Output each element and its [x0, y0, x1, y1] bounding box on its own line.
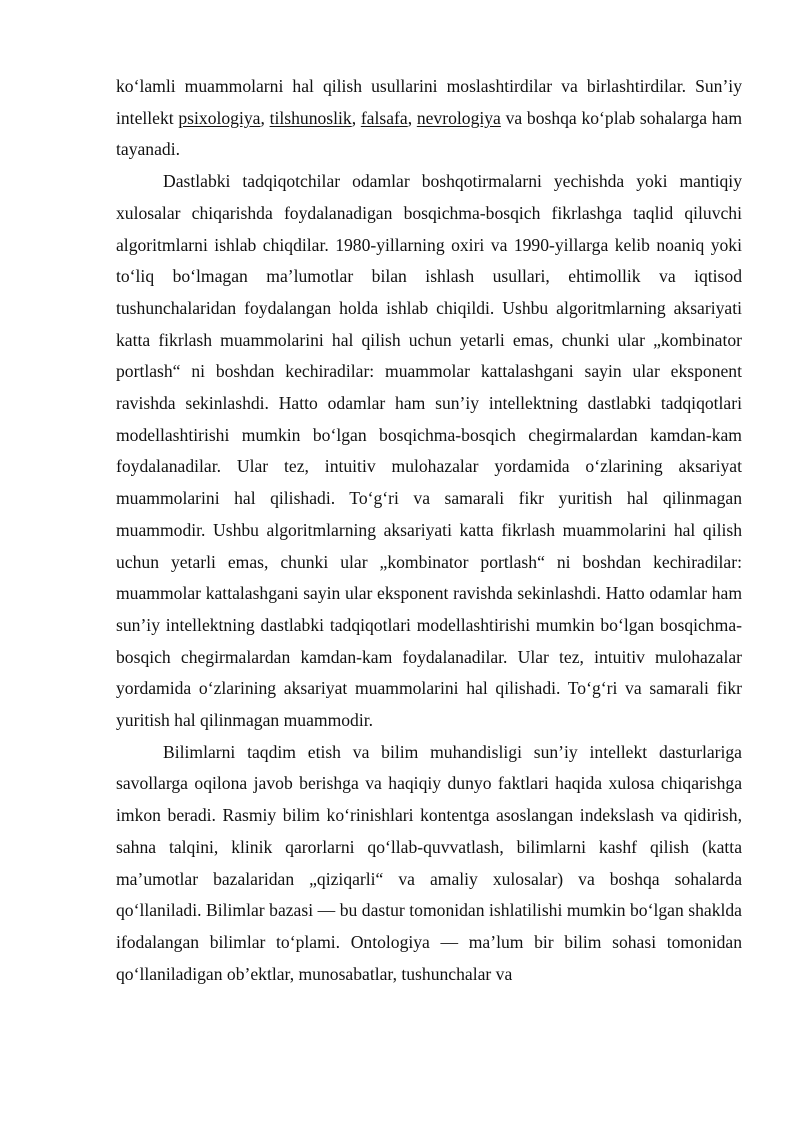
document-body — [116, 71, 742, 990]
paragraph-2: Dastlabki tadqiqotchilar odamlar boshqotirmalarni yechishda yoki mantiqiy xulosalar chiqarishda foydalanadigan bosqichma-bosqich fikrlashga taqlid qiluvchi algoritmlarni ishlab chiqdilar. 1980-yillarning oxiri va 1990-yillarga kelib noaniq yoki to‘liq bo‘lmagan ma’lumotlar bilan ishlash usullari, ehtimollik va iqtisod tushunchalaridan foydalangan holda ishlab chiqildi. Ushbu algoritmlarning aksariyati katta fikrlash muammolarini hal qilish uchun yetarli emas, chunki ular „kombinator portlash“ ni boshdan kechiradilar: muammolar kattalashgani sayin ular eksponent ravishda sekinlashdi. Hatto odamlar ham sun’iy intellektning dastlabki tadqiqotlari modellashtirishi mumkin bo‘lgan bosqichma-bosqich chegirmalardan kamdan-kam foydalanadilar. Ular tez, intuitiv mulohazalar yordamida o‘zlarining aksariyat muammolarini hal qilishadi. To‘g‘ri va samarali fikr yuritish hal qilinmagan muammodir. Ushbu algoritmlarning aksariyati katta fikrlash muammolarini hal qilish uchun yetarli emas, chunki ular „kombinator portlash“ ni boshdan kechiradilar: muammolar kattalashgani sayin ular eksponent ravishda sekinlashdi. Hatto odamlar ham sun’iy intellektning dastlabki tadqiqotlari modellashtirishi mumkin bo‘lgan bosqichma-bosqich chegirmalardan kamdan-kam foydalanadilar. Ular tez, intuitiv mulohazalar yordamida o‘zlarining aksariyat muammolarini hal qilishadi. To‘g‘ri va samarali fikr yuritish hal qilinmagan muammodir. — [116, 171, 742, 731]
paragraph-1-outro: va boshqa ko‘plab sohalarga ham tayanadi. — [116, 107, 742, 160]
link-separator: , — [260, 107, 270, 128]
paragraph-3: Bilimlarni taqdim etish va bilim muhandisligi sun’iy intellekt dasturlariga savollarga oqilona javob berishga va haqiqiy dunyo faktlari haqida xulosa chiqarishga imkon beradi. Rasmiy bilim ko‘rinishlari kontentga asoslangan indekslash va qidirish, sahna talqini, klinik qarorlarni qo‘llab-quvvatlash, bilimlarni kashf qilish (katta ma’umotlar bazalaridan „qiziqarli“ va amaliy xulosalar) va boshqa sohalarda qo‘llaniladi. Bilimlar bazasi — bu dastur tomonidan ishlatilishi mumkin bo‘lgan shaklda ifodalangan bilimlar to‘plami. Ontologiya — ma’lum bir bilim sohasi tomonidan qo‘llaniladigan ob’ektlar, munosabatlar, tushunchalar va — [116, 741, 742, 984]
link-psixologiya[interactable]: psixologiya — [178, 107, 261, 128]
link-separator: , — [351, 107, 361, 128]
link-nevrologiya[interactable]: nevrologiya — [416, 107, 501, 128]
paragraph-1 — [116, 71, 742, 166]
link-separator: , — [407, 107, 417, 128]
paragraph-1-intro: ko‘lamli muammolarni hal qilish usullarini moslashtirdilar va birlashtirdilar. Sun’iy intellekt — [116, 76, 742, 128]
link-tilshunoslik[interactable]: tilshunoslik — [269, 107, 352, 128]
link-falsafa[interactable]: falsafa — [360, 107, 408, 128]
